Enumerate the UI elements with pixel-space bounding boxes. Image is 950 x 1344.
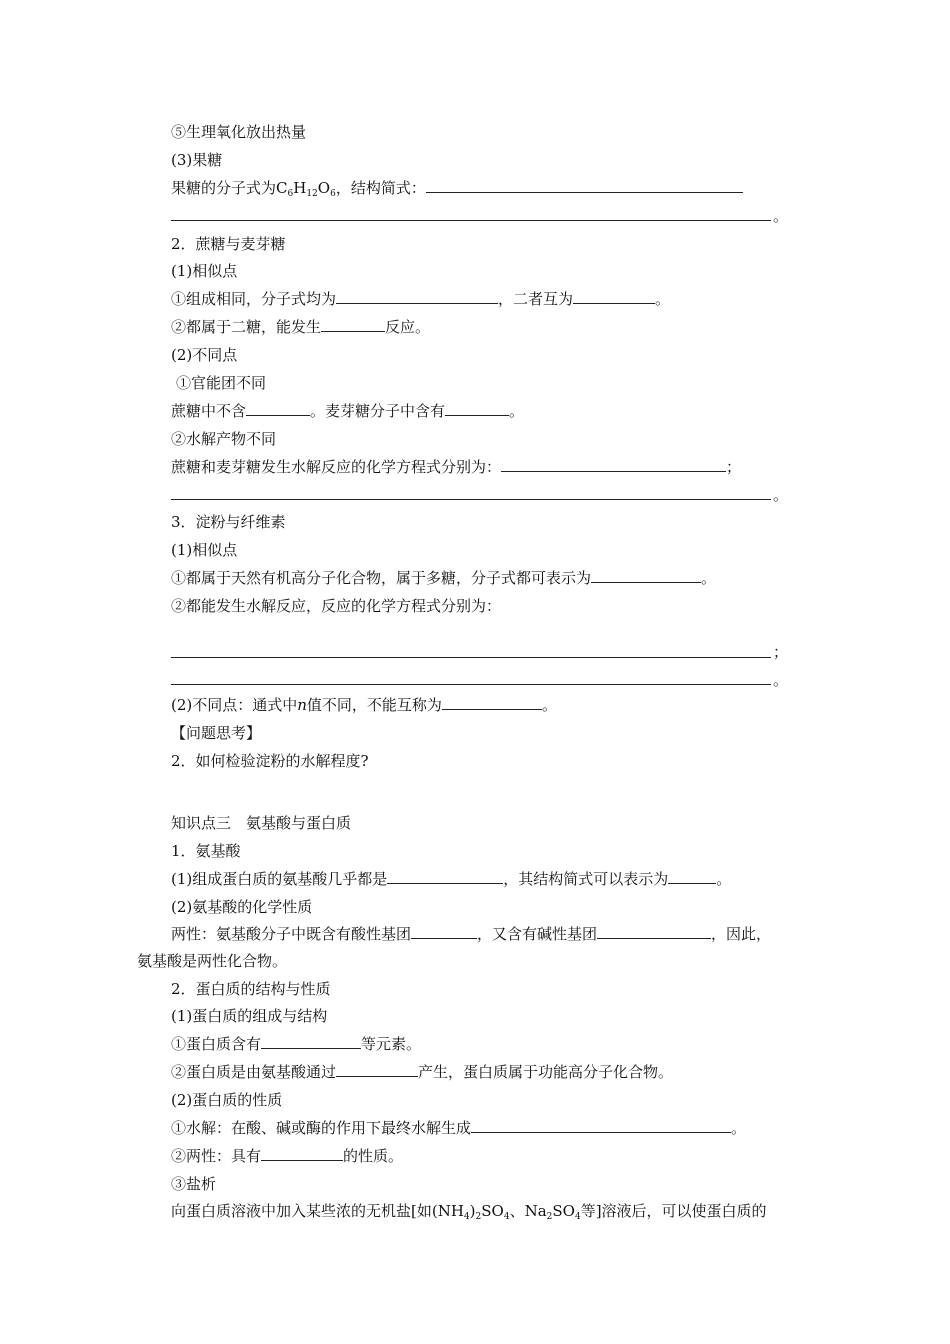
text-line: (1)相似点 [171,541,238,559]
answer-blank[interactable] [442,695,542,710]
text-line: (1)组成蛋白质的氨基酸几乎都是 ，其结构简式可以表示为 。 [171,870,732,888]
text-line: ①水解：在酸、碱或酶的作用下最终水解生成 。 [171,1119,747,1137]
text-line: ⑤生理氧化放出热量 [171,123,307,141]
answer-blank[interactable] [246,401,310,416]
section-heading: 2．蛋白质的结构与性质 [171,980,331,998]
answer-line[interactable] [171,499,771,500]
text-line: (2)不同点：通式中n值不同，不能互称为 。 [171,696,557,714]
text-line: 向蛋白质溶液中加入某些浓的无机盐[如$(NH_4)_2SO_4$、$Na_2SO_4$等]溶液后，可以使蛋白质的 [171,1202,767,1222]
text-line: ①官能团不同 [176,374,267,392]
answer-blank[interactable] [261,1146,343,1161]
text-line: ①蛋白质含有 等元素。 [171,1035,422,1053]
text-line: (2)蛋白质的性质 [171,1091,283,1109]
text-line: (1)蛋白质的组成与结构 [171,1007,328,1025]
end-punct: 。 [773,207,789,225]
section-heading: 3．淀粉与纤维素 [171,513,286,531]
answer-blank[interactable] [445,401,509,416]
question-heading: 【问题思考】 [171,724,262,742]
answer-blank[interactable] [597,924,711,939]
answer-line[interactable] [171,657,771,658]
text-line: ②两性：具有 的性质。 [171,1147,404,1165]
answer-blank[interactable] [261,1034,361,1049]
text-line: ①都属于天然有机高分子化合物，属于多糖，分子式都可表示为 。 [171,569,717,587]
answer-blank[interactable] [336,1062,418,1077]
answer-blank[interactable] [336,289,498,304]
text-line: ②都能发生水解反应，反应的化学方程式分别为： [171,597,502,615]
text-line: (2)不同点 [171,346,238,364]
answer-blank[interactable] [501,457,726,472]
text-line: (3)果糖 [171,151,223,169]
text-line: (1)相似点 [171,262,238,280]
text-line: 蔗糖和麦芽糖发生水解反应的化学方程式分别为： ； [171,458,742,476]
section-heading: 2．蔗糖与麦芽糖 [171,235,286,253]
question-text: 2．如何检验淀粉的水解程度? [171,752,369,770]
text-line: ②水解产物不同 [171,430,277,448]
end-punct: ； [773,643,789,661]
answer-blank[interactable] [471,1118,731,1133]
text-line: ②蛋白质是由氨基酸通过 产生，蛋白质属于功能高分子化合物。 [171,1063,674,1081]
answer-blank[interactable] [591,568,701,583]
section-heading: 1．氨基酸 [171,842,241,860]
text-line: 蔗糖中不含 。麦芽糖分子中含有 。 [171,402,525,420]
answer-blank[interactable] [573,289,655,304]
text-line: ①组成相同，分子式均为 ，二者互为 。 [171,290,671,308]
knowledge-heading: 知识点三 氨基酸与蛋白质 [171,814,352,832]
text-line: ③盐析 [171,1175,217,1193]
answer-blank[interactable] [411,924,477,939]
answer-line[interactable] [171,684,771,685]
end-punct: 。 [773,486,789,504]
answer-line[interactable] [171,220,771,221]
text-line: 氨基酸是两性化合物。 [137,952,288,970]
end-punct: 。 [773,671,789,689]
text-line: 两性：氨基酸分子中既含有酸性基团 ，又含有碱性基团 ，因此， [171,925,772,943]
text-line: (2)氨基酸的化学性质 [171,898,313,916]
text-line: 果糖的分子式为$C_6H_{12}O_6$，结构简式： [171,178,743,198]
answer-blank[interactable] [321,317,385,332]
answer-blank[interactable] [668,869,716,884]
answer-blank[interactable] [387,869,503,884]
answer-blank[interactable] [426,178,743,193]
text-line: ②都属于二糖，能发生 反应。 [171,318,431,336]
